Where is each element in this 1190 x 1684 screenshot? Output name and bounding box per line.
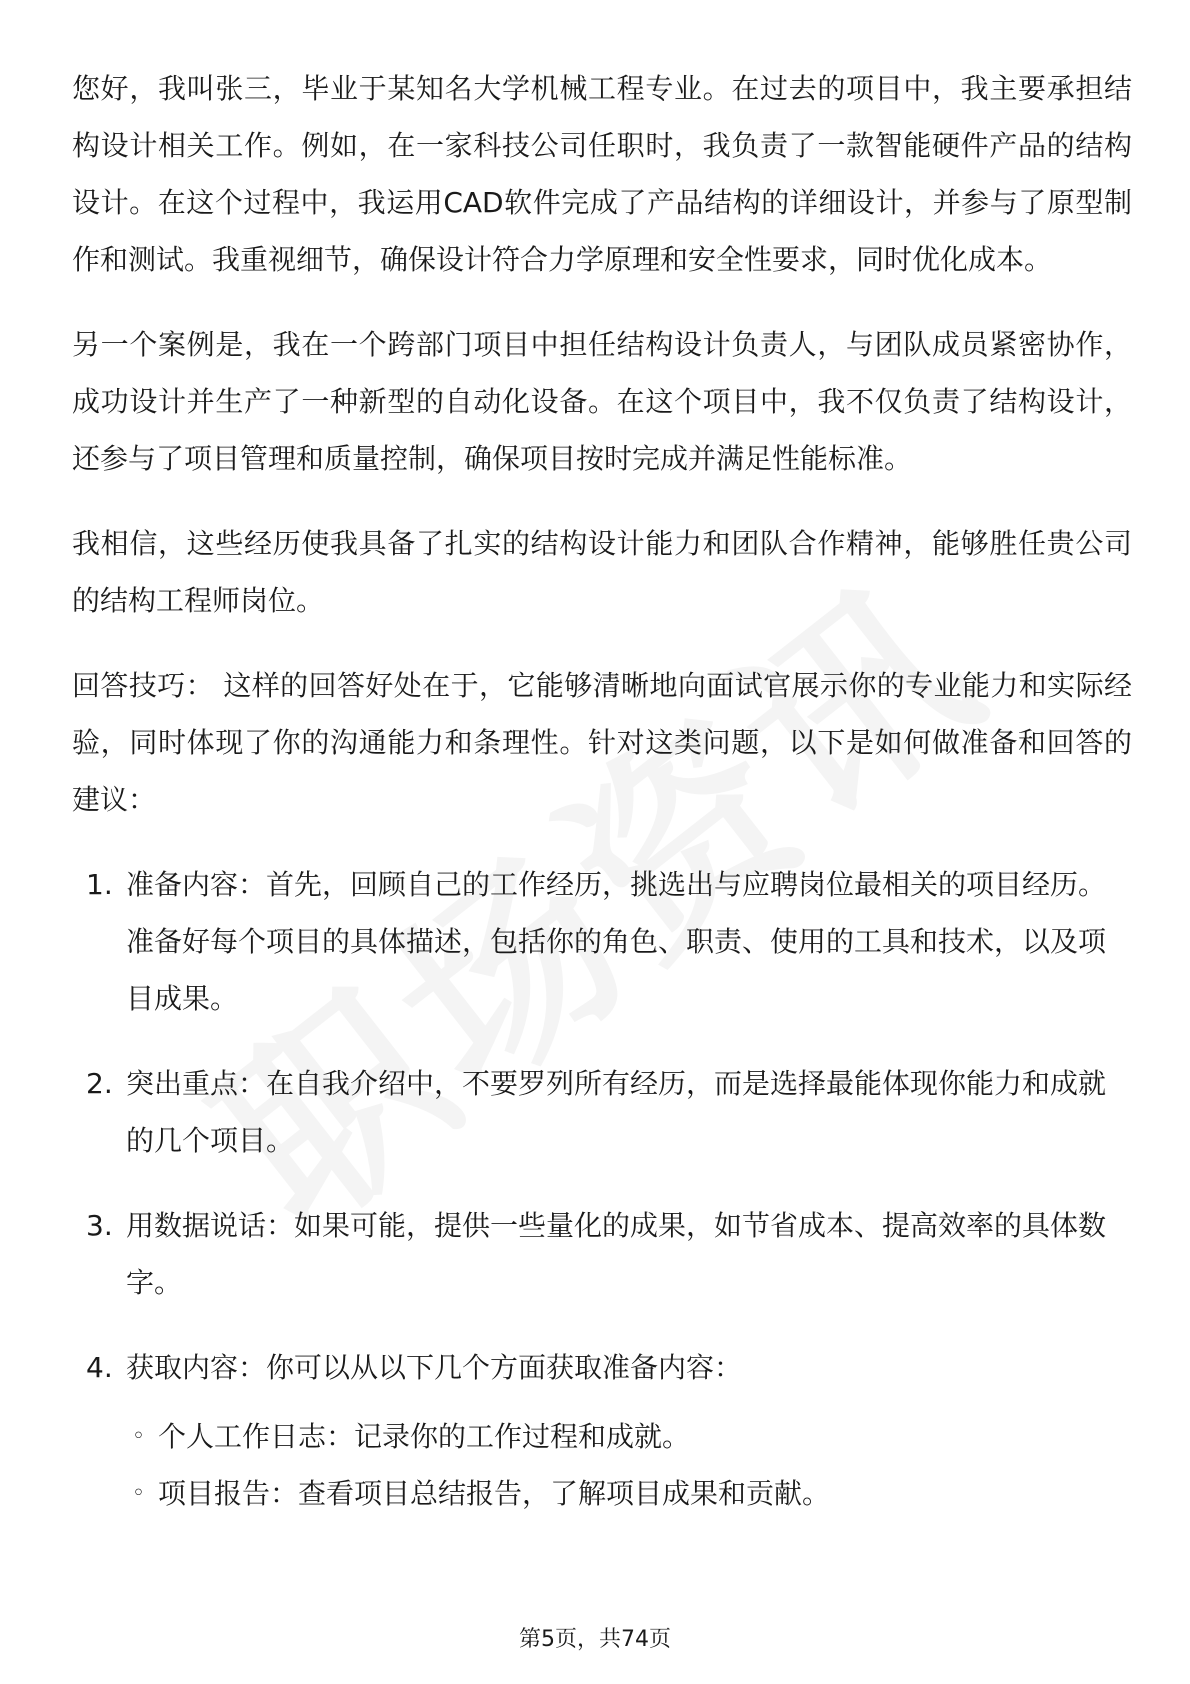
page-footer: 第5页，共74页 [519,1627,671,1652]
list-item-text: 准备内容：首先，回顾自己的工作经历，挑选出与应聘岗位最相关的项目经历。准备好每个项目的具体描述，包括你的角色、职责、使用的工具和技术，以及项目成果。 [126,868,1107,1015]
document-body [72,60,1132,1550]
list-item-text: 用数据说话：如果可能，提供一些量化的成果，如节省成本、提高效率的具体数字。 [126,1209,1107,1299]
suggestion-list [72,856,1132,1522]
sub-list-item-text: 项目报告：查看项目总结报告，了解项目成果和贡献。 [158,1477,831,1510]
bullet-icon: ◦ [132,1424,145,1449]
paragraph-case: 另一个案例是，我在一个跨部门项目中担任结构设计负责人，与团队成员紧密协作，成功设计并生产了一种新型的自动化设备。在这个项目中，我不仅负责了结构设计，还参与了项目管理和质量控制，确保项目按时完成并满足性能标准。 [72,328,1132,475]
sub-list-item [126,1465,1132,1522]
list-item [72,856,1132,1027]
list-item-number: 2. [86,1067,113,1100]
list-item-text: 突出重点：在自我介绍中，不要罗列所有经历，而是选择最能体现你能力和成就的几个项目。 [126,1067,1107,1157]
paragraph-conclusion: 我相信，这些经历使我具备了扎实的结构设计能力和团队合作精神，能够胜任贵公司的结构工程师岗位。 [72,527,1132,617]
sub-list-item [126,1408,1132,1465]
list-item [72,1339,1132,1522]
paragraph-intro: 您好，我叫张三，毕业于某知名大学机械工程专业。在过去的项目中，我主要承担结构设计相关工作。例如，在一家科技公司任职时，我负责了一款智能硬件产品的结构设计。在这个过程中，我运用CAD软件完成了产品结构的详细设计，并参与了原型制作和测试。我重视细节，确保设计符合力学原理和安全性要求，同时优化成本。 [72,72,1132,276]
bullet-icon: ◦ [132,1481,145,1506]
paragraph-tips: 回答技巧： 这样的回答好处在于，它能够清晰地向面试官展示你的专业能力和实际经验，同时体现了你的沟通能力和条理性。针对这类问题，以下是如何做准备和回答的建议： [72,669,1132,816]
list-item-number: 4. [86,1351,113,1384]
list-item-number: 1. [86,868,113,901]
list-item-number: 3. [86,1209,113,1242]
list-item [72,1055,1132,1169]
list-item [72,1197,1132,1311]
sub-list [126,1408,1132,1522]
list-item-text: 获取内容：你可以从以下几个方面获取准备内容： [126,1351,743,1384]
sub-list-item-text: 个人工作日志：记录你的工作过程和成就。 [158,1420,691,1453]
